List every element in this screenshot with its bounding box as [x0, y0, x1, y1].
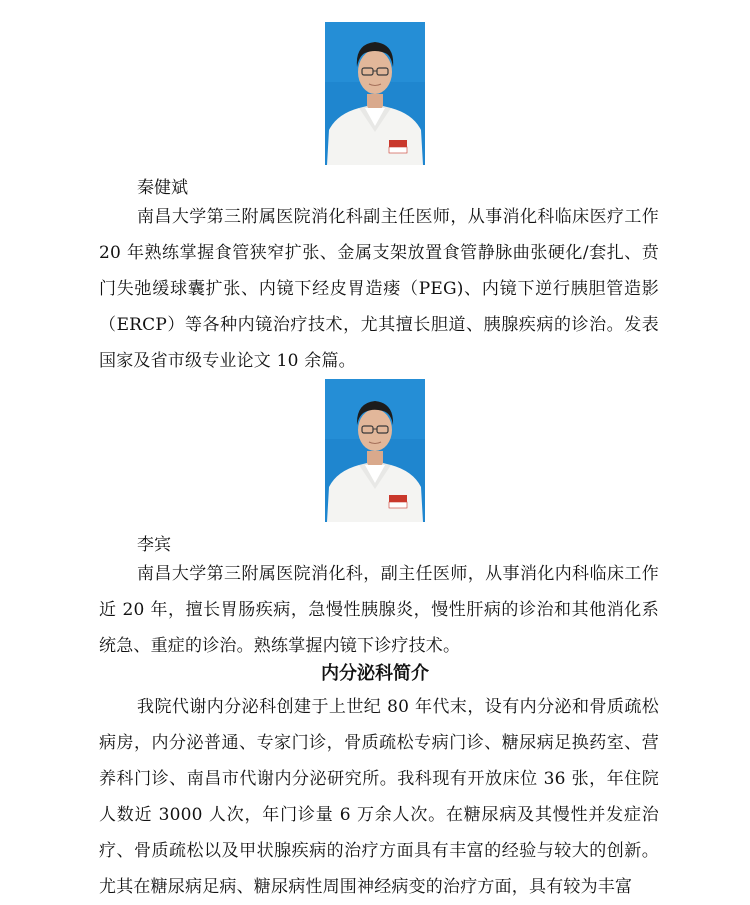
- doctor-photo-1: [325, 22, 425, 165]
- doctor-name-1: 秦健斌: [137, 178, 188, 198]
- portrait-image: [325, 379, 425, 522]
- portrait-image: [325, 22, 425, 165]
- doctor-name-2: 李宾: [137, 535, 171, 555]
- doctor-photo-2: [325, 379, 425, 522]
- doctor-bio-1: 南昌大学第三附属医院消化科副主任医师，从事消化科临床医疗工作 20 年熟练掌握食管狭窄扩张、金属支架放置食管静脉曲张硬化/套扎、贲门失弛缓球囊扩张、内镜下经皮胃造瘘（PEG)、内镜下逆行胰胆管造影（ERCP）等各种内镜治疗技术，尤其擅长胆道、胰腺疾病的诊治。发表国家及省市级专业论文 10 余篇。: [99, 207, 659, 371]
- section-intro: 我院代谢内分泌科创建于上世纪 80 年代末，设有内分泌和骨质疏松病房，内分泌普通、专家门诊，骨质疏松专病门诊、糖尿病足换药室、营养科门诊、南昌市代谢内分泌研究所。我科现有开放床位 36 张，年住院人数近 3000 人次，年门诊量 6 万余人次。在糖尿病及其慢性并发症治疗、骨质疏松以及甲状腺疾病的治疗方面具有丰富的经验与较大的创新。尤其在糖尿病足病、糖尿病性周围神经病变的治疗方面，具有较为丰富: [99, 697, 659, 897]
- doctor-bio-2: 南昌大学第三附属医院消化科，副主任医师，从事消化内科临床工作近 20 年，擅长胃肠疾病，急慢性胰腺炎，慢性肝病的诊治和其他消化系统急、重症的诊治。熟练掌握内镜下诊疗技术。: [99, 564, 659, 656]
- section-title: 内分泌科简介: [321, 663, 429, 684]
